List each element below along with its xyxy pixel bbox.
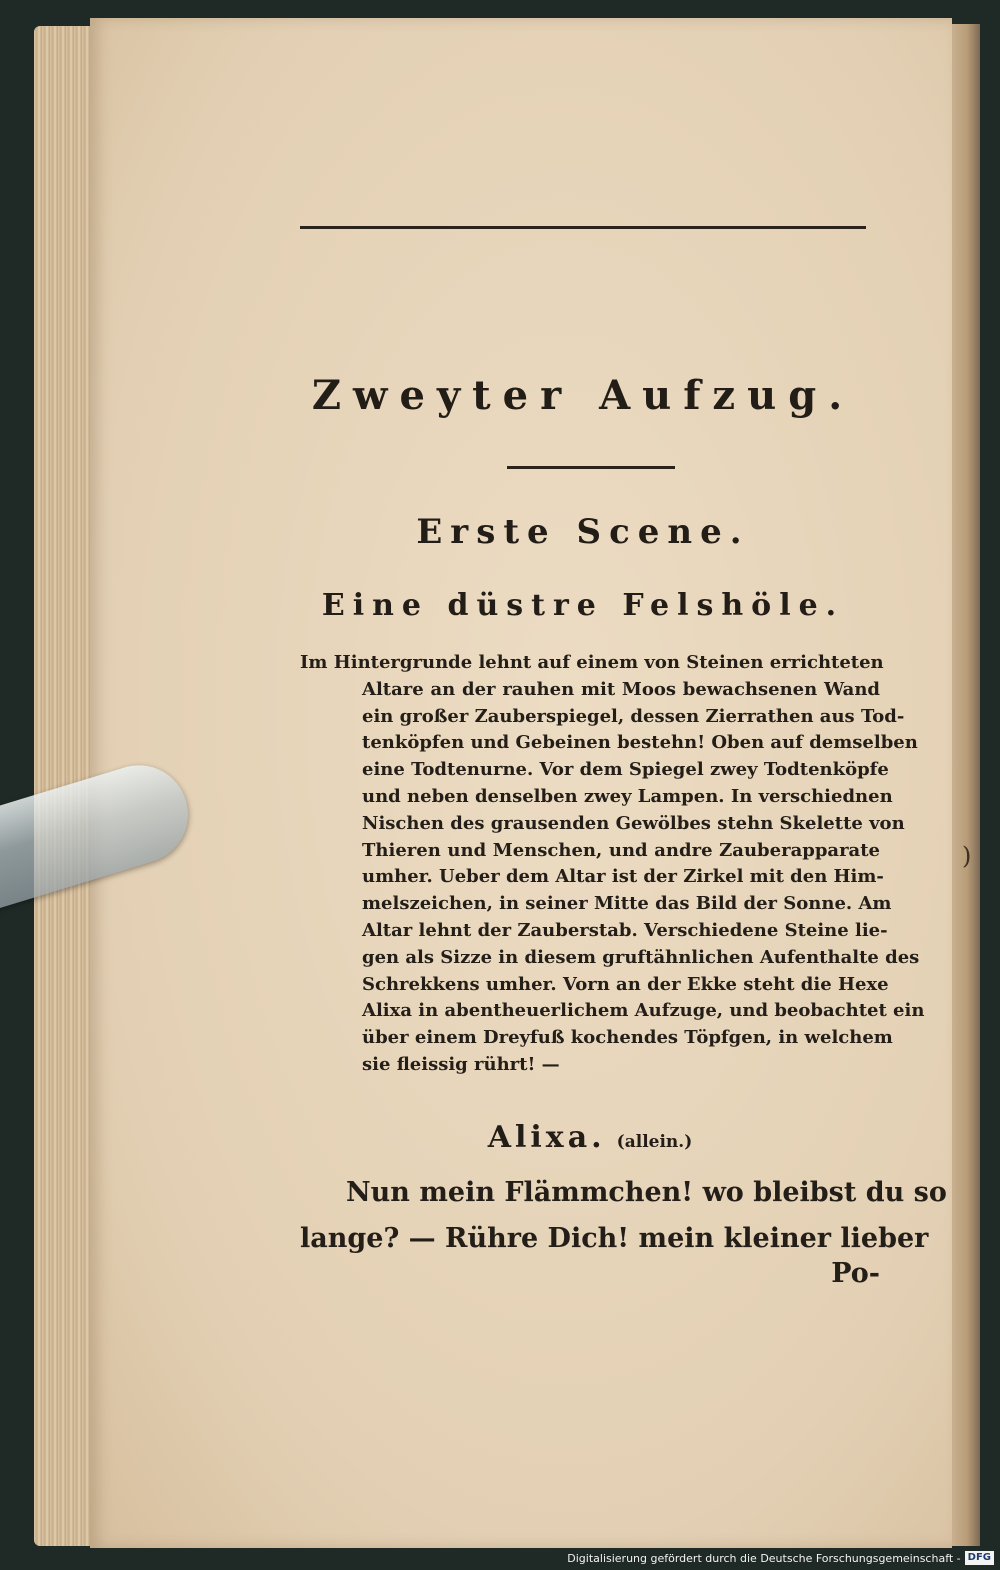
title-rule (507, 466, 675, 469)
stage-direction-line: Altare an der rauhen mit Moos bewachsenen Wand (362, 678, 880, 700)
digitization-footer (567, 1550, 994, 1566)
page-edge-mark: ) (962, 842, 972, 870)
dfg-logo-icon: DFG (965, 1551, 994, 1565)
stage-direction-line: Thieren und Menschen, und andre Zauberapparate (362, 839, 880, 861)
speaker-heading (300, 1120, 880, 1155)
stage-direction-line: Altar lehnt der Zauberstab. Verschiedene Steine lie- (362, 919, 888, 941)
stage-direction-line: ein großer Zauberspiegel, dessen Zierrathen aus Tod- (362, 705, 905, 727)
setting-title: Eine düstre Felshöle. (321, 588, 845, 623)
stage-direction-line: umher. Ueber dem Altar ist der Zirkel mit den Him- (362, 866, 884, 888)
stage-direction-line: melszeichen, in seiner Mitte das Bild der Sonne. Am (362, 893, 892, 915)
stage-direction-line: gen als Sizze in diesem gruftähnlichen Aufenthalte des (362, 946, 920, 968)
speech (300, 1170, 947, 1262)
stage-direction-line: Nischen des grausenden Gewölbes stehn Skelette von (362, 812, 905, 834)
catchword: Po- (831, 1258, 880, 1289)
stage-direction-line: über einem Dreyfuß kochendes Töpfgen, in welchem (362, 1027, 893, 1049)
scene-title: Erste Scene. (416, 512, 750, 552)
stage-direction-line: sie fleissig rührt! — (362, 1053, 560, 1075)
stage-direction-line: Im Hintergrunde lehnt auf einem von Steinen errichteten (300, 652, 884, 673)
speech-line: Nun mein Flämmchen! wo bleibst du so (346, 1177, 947, 1208)
act-title: Zweyter Aufzug. (311, 372, 855, 419)
footer-text: Digitalisierung gefördert durch die Deutsche Forschungsgemeinschaft - (567, 1551, 961, 1565)
stage-direction-line: Alixa in abentheuerlichem Aufzuge, und beobachtet ein (362, 1000, 925, 1022)
speech-line: lange? — Rühre Dich! mein kleiner lieber (300, 1223, 929, 1254)
stage-direction-line: tenköpfen und Gebeinen bestehn! Oben auf demselben (362, 732, 918, 754)
page-right-edge (948, 24, 980, 1546)
stage-direction-line: und neben denselben zwey Lampen. In verschiednen (362, 785, 893, 807)
speaker-note: (allein.) (616, 1132, 693, 1152)
stage-direction-line: Schrekkens umher. Vorn an der Ekke steht die Hexe (362, 973, 889, 995)
stage-direction (300, 650, 925, 1079)
speaker-name: Alixa. (487, 1120, 606, 1155)
top-rule (300, 226, 866, 229)
stage-direction-line: eine Todtenurne. Vor dem Spiegel zwey Todtenköpfe (362, 759, 889, 781)
